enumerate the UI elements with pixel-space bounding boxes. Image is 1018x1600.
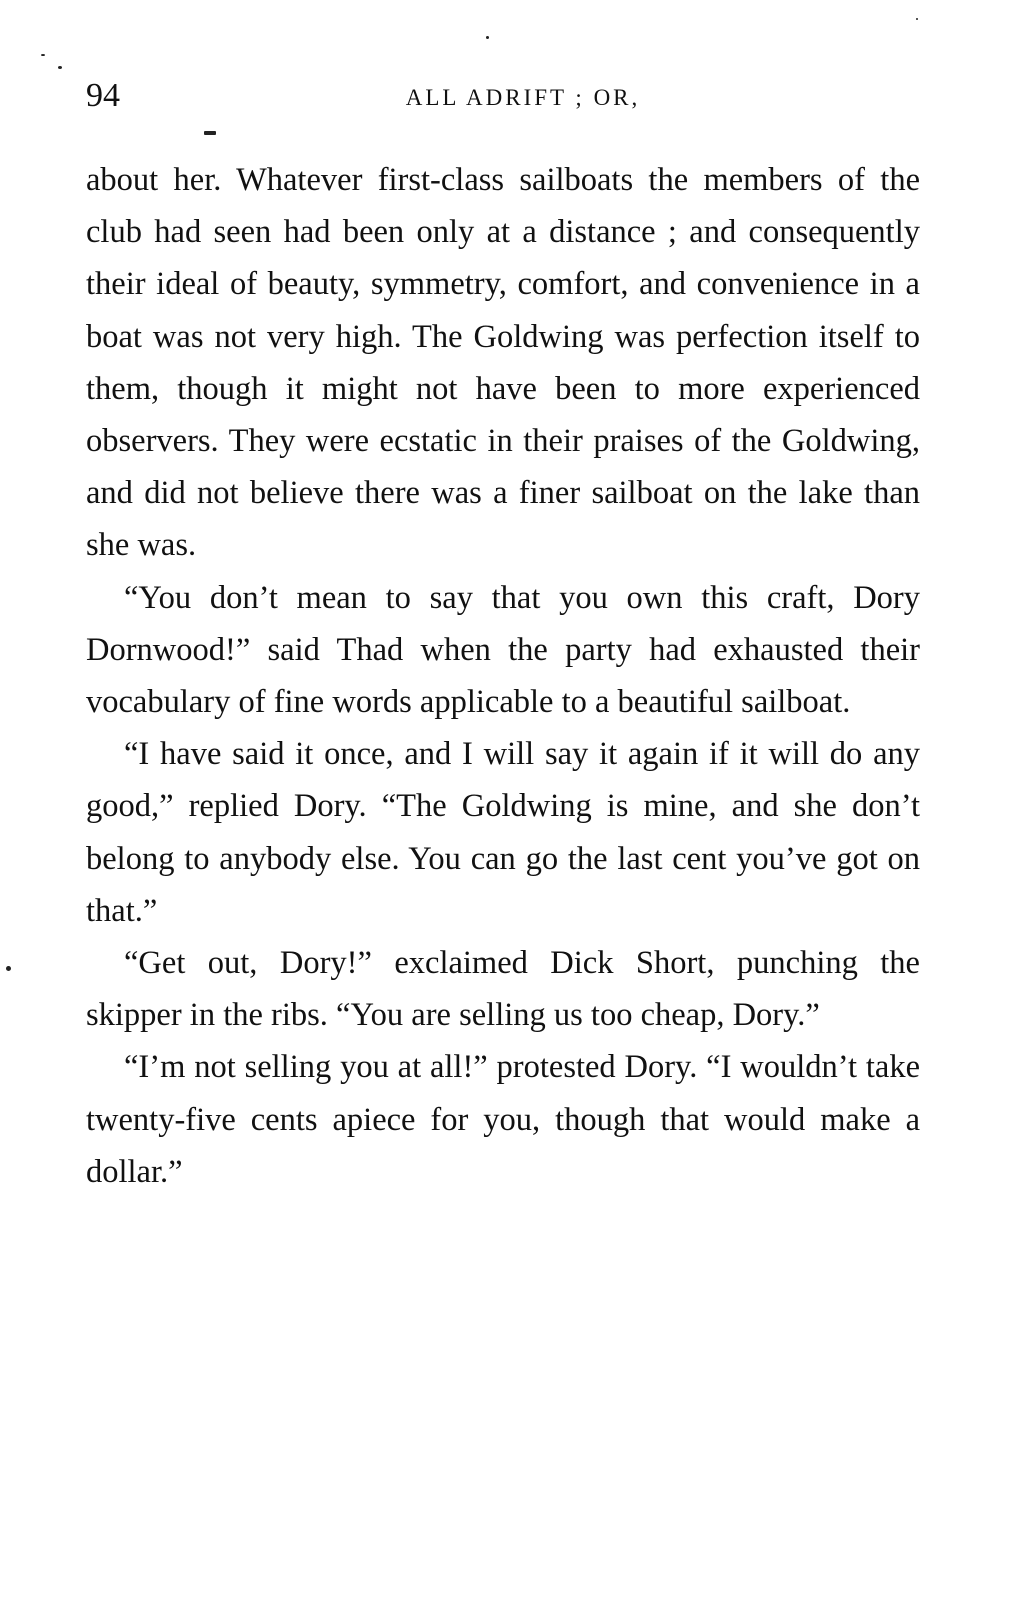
page-header <box>86 76 920 116</box>
scan-speck <box>916 18 918 20</box>
page-number: 94 <box>86 77 120 114</box>
paragraph: “I’m not selling you at all!” protested Dory. “I wouldn’t take twenty-five cents apiece for you, though that would make a dollar.” <box>86 1049 920 1190</box>
scan-speck <box>6 966 11 971</box>
scan-speck <box>486 36 489 39</box>
running-head: ALL ADRIFT ; OR, <box>405 85 641 110</box>
scan-speck <box>204 131 216 135</box>
paragraph: “Get out, Dory!” exclaimed Dick Short, punching the skipper in the ribs. “You are selling us too cheap, Dory.” <box>86 945 920 1034</box>
scan-speck <box>58 66 62 69</box>
page-body <box>86 154 920 1198</box>
scan-speck <box>41 54 45 56</box>
paragraph: “You don’t mean to say that you own this craft, Dory Dornwood!” said Thad when the party had exhausted their vocabulary of fine words applicable to a beautiful sailboat. <box>86 579 920 721</box>
paragraph: “I have said it once, and I will say it again if it will do any good,” replied Dory. “The Goldwing is mine, and she don’t belong to anybody else. You can go the last cent you’ve got on that.” <box>86 736 920 929</box>
paragraph: about her. Whatever first-class sailboats the members of the club had seen had been only at a distance ; and consequently their ideal of beauty, symmetry, comfort, and convenience in a boat was not very high. The Goldwing was perfection itself to them, though it might not have been to more experienced observers. They were ecstatic in their praises of the Goldwing, and did not believe there was a finer sailboat on the lake than she was. <box>86 162 920 564</box>
